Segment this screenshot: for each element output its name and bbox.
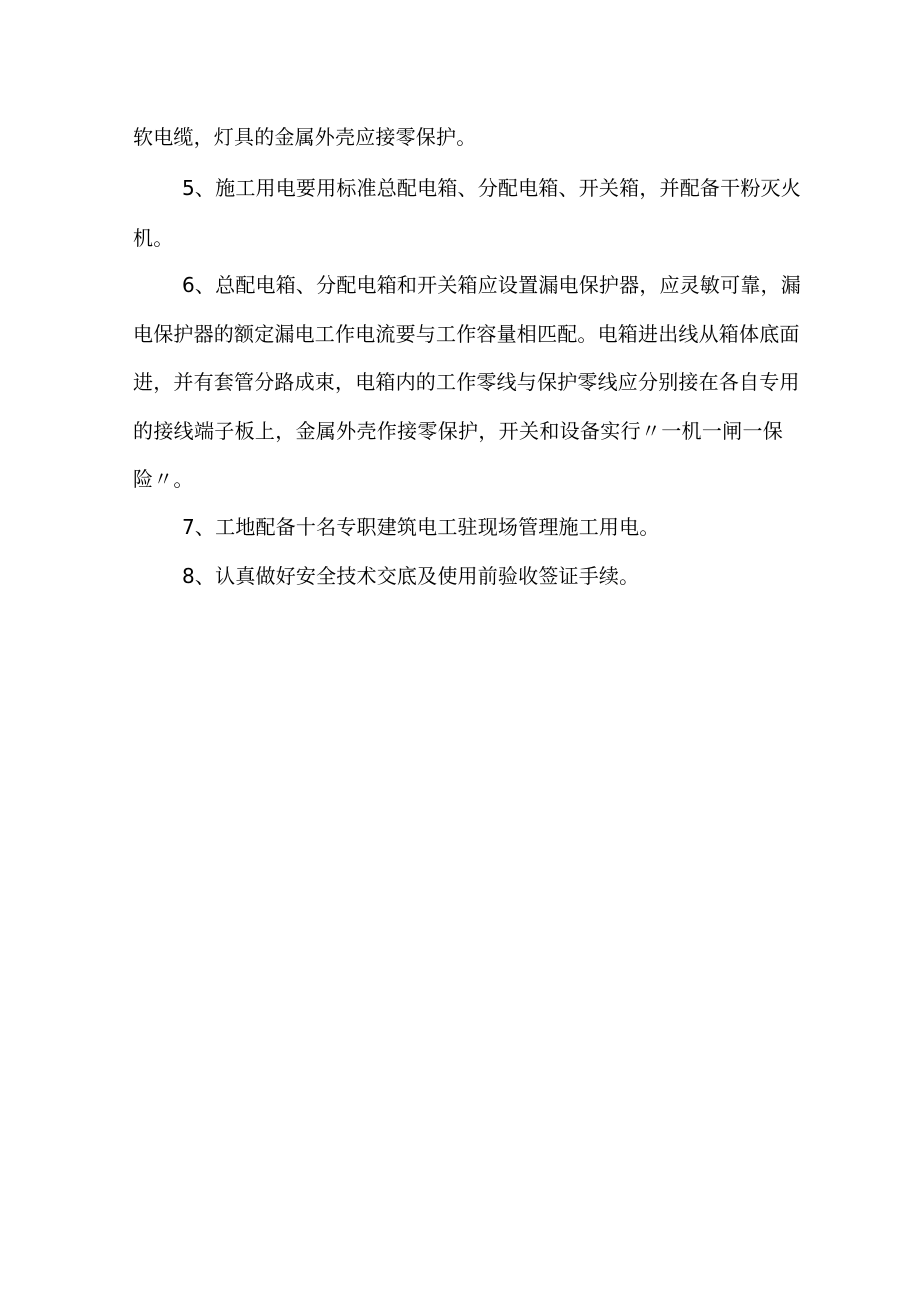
paragraph-5-line-1: 5、施工用电要用标准总配电箱、分配电箱、开关箱，并配备干粉灭火 (182, 176, 801, 200)
paragraph-6-line-4: 的接线端子板上，金属外壳作接零保护，开关和设备实行〃一机一闸一保 (133, 419, 783, 443)
paragraph-4-tail-line: 软电缆，灯具的金属外壳应接零保护。 (133, 125, 477, 149)
paragraph-6-line-2: 电保护器的额定漏电工作电流要与工作容量相匹配。电箱进出线从箱体底面 (133, 322, 800, 346)
paragraph-6-line-3: 进，并有套管分路成束，电箱内的工作零线与保护零线应分别接在各自专用 (133, 370, 800, 394)
paragraph-7: 7、工地配备十名专职建筑电工驻现场管理施工用电。 (182, 515, 660, 539)
paragraph-6-line-1: 6、总配电箱、分配电箱和开关箱应设置漏电保护器，应灵敏可靠，漏 (182, 273, 801, 297)
paragraph-8: 8、认真做好安全技术交底及使用前验收签证手续。 (182, 564, 640, 588)
paragraph-6-line-5: 险〃。 (133, 467, 194, 491)
paragraph-5-line-2: 机。 (133, 226, 174, 250)
